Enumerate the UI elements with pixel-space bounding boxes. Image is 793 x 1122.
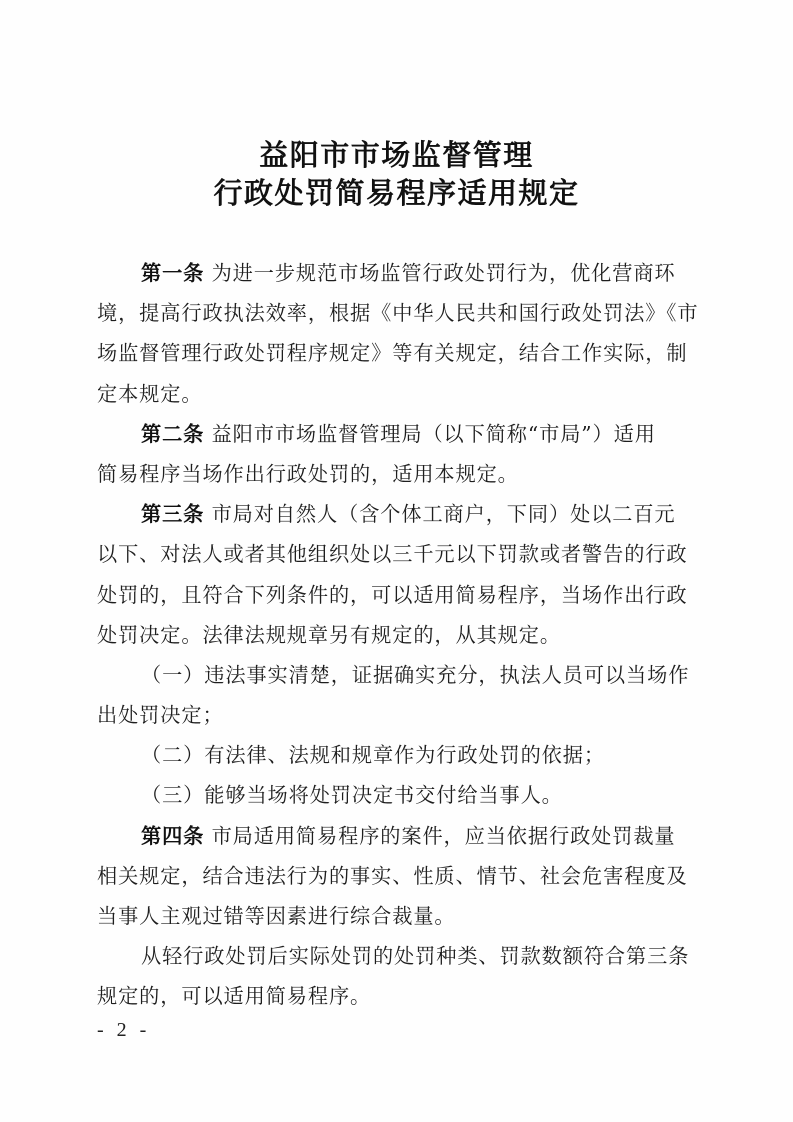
article-text: 益阳市市场监督管理局（以下简称“市局”）适用: [204, 421, 656, 446]
document-title-line-1: 益阳市市场监督管理: [259, 138, 534, 172]
article-1-line-4: 定本规定。: [97, 381, 203, 406]
item-1-line-2: 出处罚决定；: [97, 703, 224, 728]
article-1-line-3: 场监督管理行政处罚程序规定》等有关规定，结合工作实际，制: [97, 341, 688, 366]
article-heading: 第三条: [141, 502, 205, 527]
article-4-line-2: 相关规定，结合违法行为的事实、性质、情节、社会危害程度及: [97, 863, 688, 888]
article-1-line-1: [97, 253, 697, 293]
article-heading: 第一条: [141, 261, 205, 285]
article-3-line-2: 以下、对法人或者其他组织处以三千元以下罚款或者警告的行政: [97, 542, 688, 567]
article-4-line-3: 当事人主观过错等因素进行综合裁量。: [97, 904, 456, 928]
article-heading: 第四条: [141, 823, 205, 848]
article-2-line-2: 简易程序当场作出行政处罚的，适用本规定。: [97, 461, 519, 486]
closing-paragraph-line-2: 规定的，可以适用简易程序。: [97, 984, 372, 1009]
item-2-line-1: （二）有法律、法规和规章作为行政处罚的依据；: [141, 743, 605, 768]
article-2-line-1: [97, 414, 697, 454]
article-text: 市局对自然人（含个体工商户，下同）处以二百元: [204, 502, 676, 527]
page-number: - 2 -: [97, 1019, 151, 1041]
article-3-line-3: 处罚的，且符合下列条件的，可以适用简易程序，当场作出行政: [97, 582, 688, 607]
article-text: 为进一步规范市场监管行政处罚行为，优化营商环: [204, 261, 676, 285]
article-1-line-2: 境，提高行政执法效率，根据《中华人民共和国行政处罚法》《市: [97, 301, 699, 326]
article-3-line-1: [97, 494, 697, 534]
article-3-line-4: 处罚决定。法律法规规章另有规定的，从其规定。: [97, 622, 561, 647]
closing-paragraph-line-1: 从轻行政处罚后实际处罚的处罚种类、罚款数额符合第三条: [141, 944, 690, 969]
article-heading: 第二条: [141, 421, 205, 446]
article-4-line-1: [97, 816, 697, 856]
document-title-line-2: 行政处罚简易程序适用规定: [213, 176, 580, 210]
document-body: [97, 253, 697, 1017]
item-1-line-1: （一）违法事实清楚，证据确实充分，执法人员可以当场作: [141, 662, 690, 687]
item-3-line-1: （三）能够当场将处罚决定书交付给当事人。: [141, 783, 563, 808]
article-text: 市局适用简易程序的案件，应当依据行政处罚裁量: [204, 823, 676, 848]
